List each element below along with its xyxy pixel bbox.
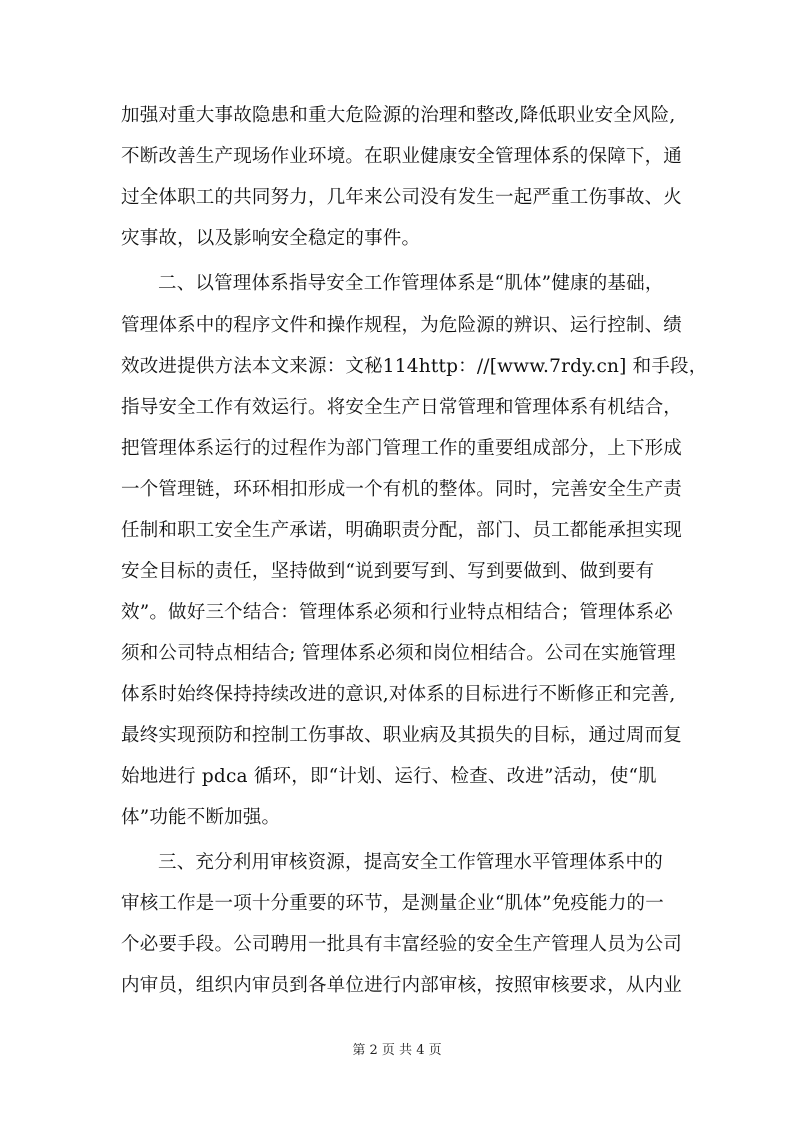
text-line: 始地进行 pdca 循环，即“计划、运行、检查、改进”活动，使“肌 — [121, 766, 657, 787]
text-line: 内审员，组织内审员到各单位进行内部审核，按照审核要求，从内业 — [121, 975, 683, 996]
text-line: 不断改善生产现场作业环境。在职业健康安全管理体系的保障下，通 — [121, 146, 683, 167]
text-line: 加强对重大事故隐患和重大危险源的治理和整改,降低职业安全风险, — [121, 105, 676, 126]
text-line: 须和公司特点相结合; 管理体系必须和岗位相结合。公司在实施管理 — [121, 643, 676, 664]
text-line: 效”。做好三个结合：管理体系必须和行业特点相结合；管理体系必 — [121, 602, 673, 623]
text-line: 过全体职工的共同努力，几年来公司没有发生一起严重工伤事故、火 — [121, 187, 683, 208]
text-line: 个必要手段。公司聘用一批具有丰富经验的安全生产管理人员为公司 — [121, 934, 683, 955]
text-line: 审核工作是一项十分重要的环节，是测量企业“肌体”免疫能力的一 — [121, 893, 664, 914]
section-heading-line: 二、以管理体系指导安全工作管理体系是“肌体”健康的基础， — [158, 273, 664, 294]
text-line: 灾事故，以及影响安全稳定的事件。 — [121, 228, 421, 249]
page-footer — [0, 1042, 794, 1060]
text-line: 最终实现预防和控制工伤事故、职业病及其损失的目标，通过周而复 — [121, 725, 683, 746]
page-number-label: 第 2 页 共 4 页 — [352, 1043, 442, 1058]
text-line: 把管理体系运行的过程作为部门管理工作的重要组成部分，上下形成 — [121, 438, 683, 459]
text-line: 安全目标的责任，坚持做到“说到要写到、写到要做到、做到要有 — [121, 561, 655, 582]
text-line: 体”功能不断加强。 — [121, 807, 281, 828]
text-line: 效改进提供方法本文来源：文秘114http：//[www.7rdy.cn] 和手段， — [121, 356, 708, 377]
text-line: 任制和职工安全生产承诺，明确职责分配，部门、员工都能承担实现 — [121, 520, 683, 541]
text-line: 体系时始终保持持续改进的意识,对体系的目标进行不断修正和完善, — [121, 684, 676, 705]
text-line: 指导安全工作有效运行。将安全生产日常管理和管理体系有机结合， — [121, 397, 683, 418]
text-line: 管理体系中的程序文件和操作规程，为危险源的辨识、运行控制、绩 — [121, 315, 683, 336]
text-line: 一个管理链，环环相扣形成一个有机的整体。同时，完善安全生产责 — [121, 479, 683, 500]
section-heading-line: 三、充分利用审核资源，提高安全工作管理水平管理体系中的 — [158, 852, 663, 873]
